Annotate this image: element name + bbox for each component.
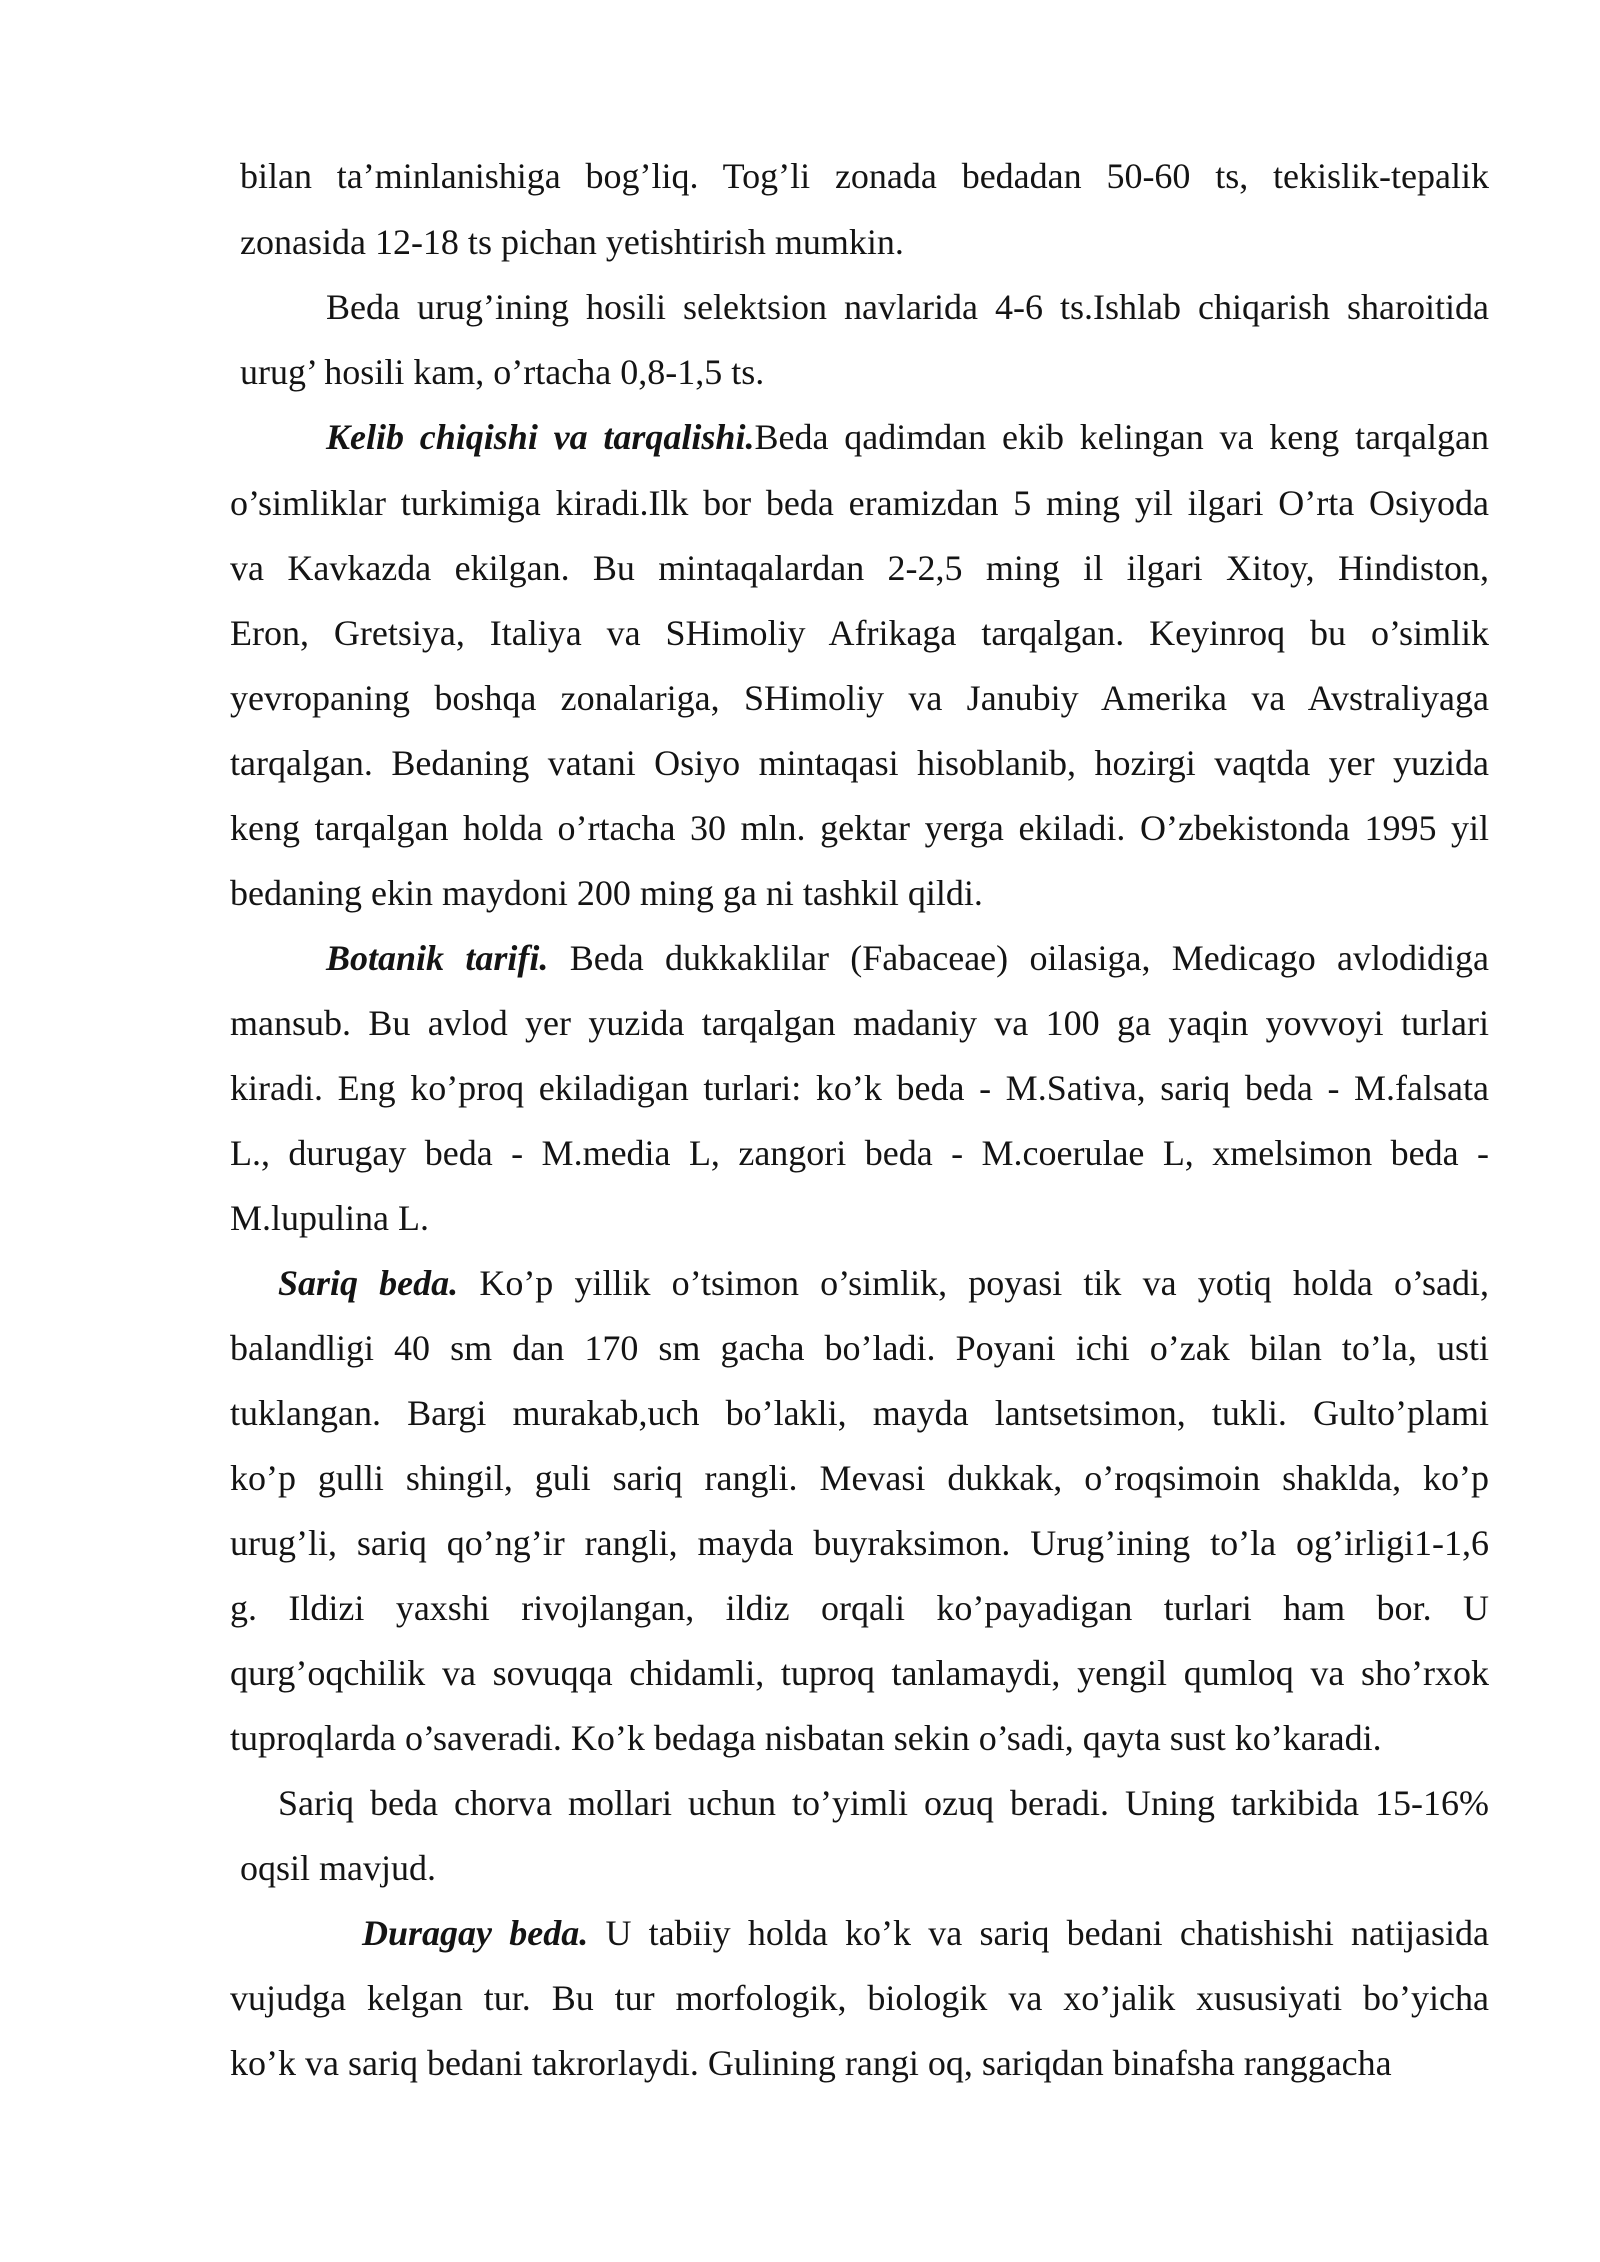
- section-heading: Sariq beda.: [278, 1263, 459, 1303]
- text-run: U tabiiy holda ko’k va sariq bedani chatishishi natijasida: [588, 1913, 1489, 1953]
- text-line: va Kavkazda ekilgan. Bu mintaqalardan 2-2,5 ming il ilgari Xitoy, Hindiston,: [230, 548, 1489, 588]
- text-line: L., durugay beda - M.media L, zangori beda - M.coerulae L, xmelsimon beda -: [230, 1133, 1489, 1173]
- text-line: urug’li, sariq qo’ng’ir rangli, mayda buyraksimon. Urug’ining to’la og’irligi1-1,6: [230, 1523, 1489, 1563]
- text-line: o’simliklar turkimiga kiradi.Ilk bor beda eramizdan 5 ming yil ilgari O’rta Osiyoda: [230, 483, 1489, 523]
- text-run: Beda dukkaklilar (Fabaceae) oilasiga, Medicago avlodidiga: [548, 938, 1490, 978]
- section-heading: Kelib chiqishi va tarqalishi.: [326, 417, 755, 457]
- text-line: g. Ildizi yaxshi rivojlangan, ildiz orqali ko’payadigan turlari ham bor. U: [230, 1588, 1489, 1628]
- text-line: tuklangan. Bargi murakab,uch bo’lakli, mayda lantsetsimon, tukli. Gulto’plami: [230, 1393, 1489, 1433]
- text-line: Beda urug’ining hosili selektsion navlarida 4-6 ts.Ishlab chiqarish sharoitida: [326, 287, 1489, 327]
- text-line: bilan ta’minlanishiga bog’liq. Tog’li zonada bedadan 50-60 ts, tekislik-tepalik: [240, 156, 1489, 196]
- text-line: bedaning ekin maydoni 200 ming ga ni tashkil qildi.: [230, 873, 983, 913]
- section-heading: Duragay beda.: [362, 1913, 589, 1953]
- text-line: balandligi 40 sm dan 170 sm gacha bo’ladi. Poyani ichi o’zak bilan to’la, usti: [230, 1328, 1489, 1368]
- text-line: oqsil mavjud.: [240, 1848, 436, 1888]
- paragraph-first-line: [326, 415, 1489, 459]
- text-line: kiradi. Eng ko’proq ekiladigan turlari: ko’k beda - M.Sativa, sariq beda - M.falsata: [230, 1068, 1489, 1108]
- paragraph-first-line: [362, 1911, 1489, 1955]
- section-heading: Botanik tarifi.: [326, 938, 549, 978]
- text-line: ko’p gulli shingil, guli sariq rangli. Mevasi dukkak, o’roqsimoin shaklda, ko’p: [230, 1458, 1489, 1498]
- text-run: Beda qadimdan ekib kelingan va keng tarqalgan: [754, 417, 1489, 457]
- text-line: qurg’oqchilik va sovuqqa chidamli, tuproq tanlamaydi, yengil qumloq va sho’rxok: [230, 1653, 1489, 1693]
- text-line: keng tarqalgan holda o’rtacha 30 mln. gektar yerga ekiladi. O’zbekistonda 1995 yil: [230, 808, 1489, 848]
- paragraph-first-line: [326, 936, 1489, 980]
- text-line: tarqalgan. Bedaning vatani Osiyo mintaqasi hisoblanib, hozirgi vaqtda yer yuzida: [230, 743, 1489, 783]
- text-line: M.lupulina L.: [230, 1198, 429, 1238]
- text-line: zonasida 12-18 ts pichan yetishtirish mumkin.: [240, 222, 904, 262]
- text-line: Sariq beda chorva mollari uchun to’yimli ozuq beradi. Uning tarkibida 15-16%: [278, 1783, 1489, 1823]
- text-line: mansub. Bu avlod yer yuzida tarqalgan madaniy va 100 ga yaqin yovvoyi turlari: [230, 1003, 1489, 1043]
- paragraph-first-line: [278, 1261, 1489, 1305]
- text-line: vujudga kelgan tur. Bu tur morfologik, biologik va xo’jalik xususiyati bo’yicha: [230, 1978, 1489, 2018]
- text-line: ko’k va sariq bedani takrorlaydi. Gulining rangi oq, sariqdan binafsha ranggacha: [230, 2043, 1392, 2083]
- text-run: Ko’p yillik o’tsimon o’simlik, poyasi tik va yotiq holda o’sadi,: [458, 1263, 1489, 1303]
- text-line: urug’ hosili kam, o’rtacha 0,8-1,5 ts.: [240, 352, 765, 392]
- text-line: tuproqlarda o’saveradi. Ko’k bedaga nisbatan sekin o’sadi, qayta sust ko’karadi.: [230, 1718, 1382, 1758]
- text-line: yevropaning boshqa zonalariga, SHimoliy va Janubiy Amerika va Avstraliyaga: [230, 678, 1489, 718]
- text-line: Eron, Gretsiya, Italiya va SHimoliy Afrikaga tarqalgan. Keyinroq bu o’simlik: [230, 613, 1489, 653]
